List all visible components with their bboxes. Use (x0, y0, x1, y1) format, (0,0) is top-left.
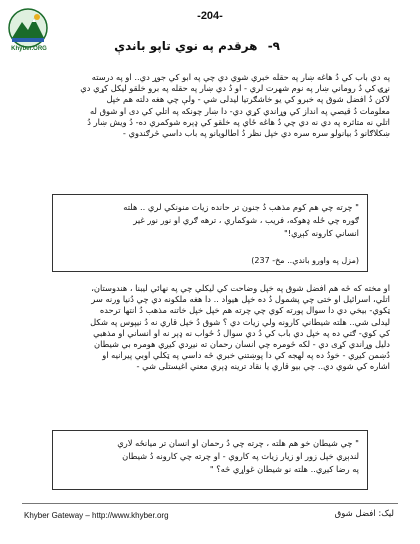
quote-line: " چرته چي هم کوم مذهب دُ جنون تر حانده زيات منونکي لري .. هلته (123, 202, 359, 212)
text-line: دليل وړاندي کړی دي - لکه څومره چي انسان رحمان ته نيږدي کيږي هومره بي شيطان (94, 339, 390, 350)
text-line: او مخته که څه هم افضل شوق په خپل وضاحت کي ليکلي چي په نهائي ليبنا ، هندوستان، (91, 283, 390, 293)
text-line: ټکوي- بيخي دي دا سوال پورته کوي چي چرته هم خپل خپل خاتنه مذهب دُ انتها ترحده (99, 305, 390, 316)
text-line: په دي باب کي دُ هاغه ښار په حقله خبري شوي دي چي په ابو کي جوړ دي.. او په درسته (91, 72, 390, 82)
quote-box-2 (52, 430, 368, 490)
chapter-heading (114, 39, 280, 53)
text-line: نړۍ کي دُ روماني ښار په نوم شهرت لري - او دُ دي ښار په حقله په برو خلقو ليکل کړي دي (80, 83, 390, 94)
chapter-title: هرقدم په نوي تاپو باندې (114, 39, 258, 53)
text-line: کي کوي- ګتي ده په خپل دي باب کي دُ دي سوال دُ ځواب نه ډېر نه او انساني او مذهبي (93, 327, 390, 338)
text-line: معلومات دُ قيصي په انداز کي وړاندي کړي دي- دا ښار چونکه په اتلي کي دی او شوق له (89, 105, 390, 116)
quote-line: لندېږي خپل زور او زيار زيات په کاروي - او چرته چي کارونه دُ شيطان (122, 451, 359, 461)
footer-site: Khyber Gateway – http://www.khyber.org (24, 511, 169, 520)
paragraph-2 (30, 283, 390, 373)
quote-line: په رضا کيږي.. هلته نو شيطان غواړي څه؟ " (209, 464, 359, 474)
page-number: -204- (197, 10, 223, 22)
quote-box-1 (52, 194, 368, 272)
footer-author: ليک: افضل شوق (334, 509, 394, 519)
text-line: اتلي نه متاثره په دي نه دي چي دُ هاغه ځاي په خلقو کي ډېره شوکمري ده- دُ ويش ښار دُ (87, 116, 390, 127)
text-line: ليدلی شي.. هلته شيطاني کارونه ولي زيات دي ؟ شوق دُ خپل قاري نه دُ نيپوس په شکل (90, 316, 390, 327)
footer-divider (22, 503, 398, 504)
text-line: ښکلاګانو دُ بيانولو سره سره دي خپل نظر دُ اطالويانو په باب داسي څرګندوي - (122, 128, 390, 139)
logo-text: Khyber.ORG (11, 46, 47, 52)
text-line: اشاره کي شوي دي.. چي بيو قاري يا نقاد ترينه ډېري معني اغيستلی شي - (136, 361, 390, 372)
chapter-number: ۹- (267, 39, 280, 53)
paragraph-1 (30, 72, 390, 139)
quote-citation: (مزل په واورو باندي.. مخ- 237) (251, 256, 359, 265)
text-line: لاکن دُ افضل شوق په خبرو کي يو خاشګرتيا ليدلی شي - ولې چي هغه دلته هم خپل (106, 94, 390, 105)
quote-line: انساني کارونه کېږي!" (284, 228, 359, 238)
quote-line: ګوره چي ځله ډهوکه، فريب ، شوکماري ، ترهه ګري او نور نور غير (133, 215, 359, 225)
quote-line: " چي شيطان خو هم هلته ، چرته چي دُ رحمان او انسان تر ميانځه لاري (117, 438, 359, 448)
text-line: دُښمن کيږي - خودُ ده په لهجه کي دا پوښتني خبري څه داسي په ټکلي اوبي پيرانيه او (102, 350, 390, 361)
text-line: اتلي، اسرائيل او ختی چي پشمول دُ ده خپل هيواد .. دا هغه ملکونه دي چي دُنيا ورنه سر (91, 294, 390, 305)
